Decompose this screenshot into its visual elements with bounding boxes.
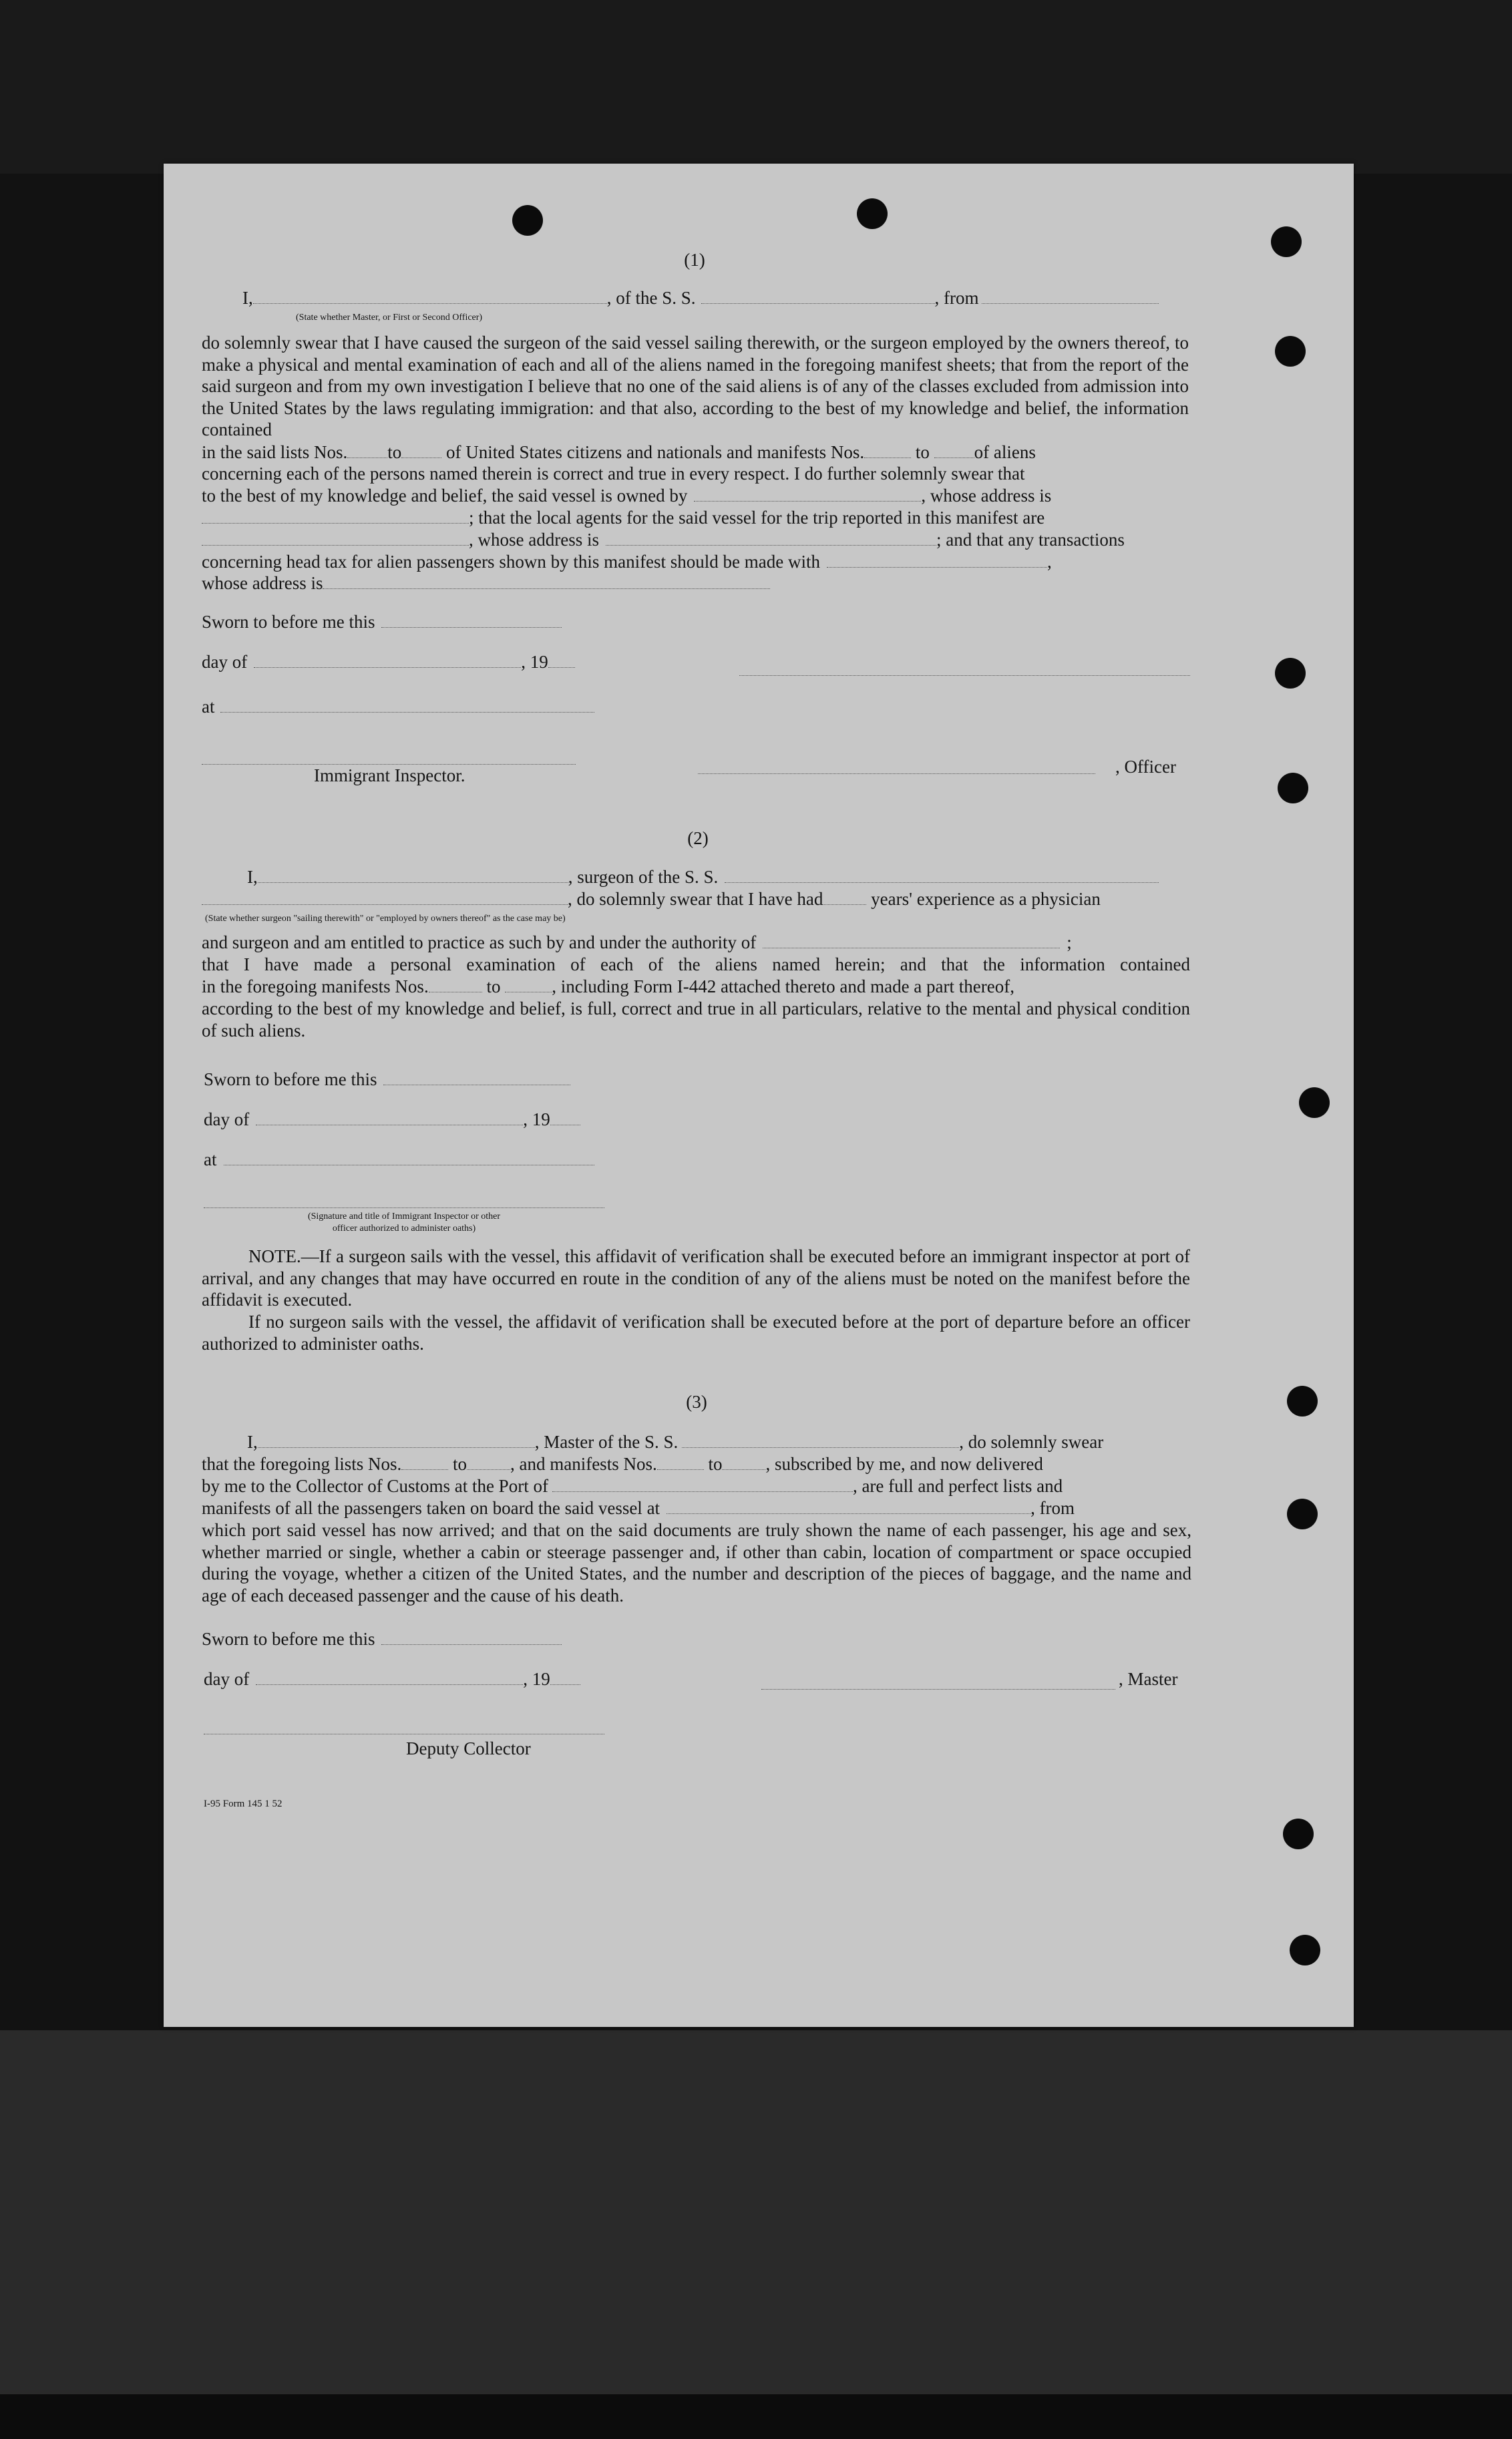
citizen-list-to-blank[interactable] <box>401 443 441 458</box>
agents-blank[interactable] <box>202 530 469 546</box>
year-blank[interactable] <box>550 1670 580 1685</box>
master-name-blank[interactable] <box>258 1433 535 1448</box>
section-3-body: which port said vessel has now arrived; and that on the said documents are truly shown the name of each passenger, his age and sex, whether married or single, whether a cabin or steerage passenger and, if other than cabin, location of compartment or space occupied during the voyage, whether a citizen of the United States, and the number and description of the pieces of baggage, and the name and age of each deceased passenger and the cause of his death. <box>202 1520 1191 1606</box>
caption-surgeon-status: (State whether surgeon "sailing therewith" or "employed by owners thereof" as the case may be) <box>205 914 566 924</box>
vessel-name-blank[interactable] <box>682 1433 959 1448</box>
year-blank[interactable] <box>550 1110 580 1125</box>
punch-hole <box>1275 336 1306 367</box>
port-blank[interactable] <box>552 1477 853 1492</box>
section-1-day-of: day of , 19 <box>202 651 575 673</box>
lists-to-blank[interactable] <box>467 1455 510 1470</box>
punch-hole <box>1287 1386 1318 1417</box>
section-1-whose-address: whose address is <box>202 572 770 594</box>
punch-hole <box>1275 658 1306 689</box>
sworn-date-blank[interactable] <box>383 1070 570 1085</box>
section-2-body-1: that I have made a personal examination of each of the aliens named herein; and that the information contained <box>202 954 1190 974</box>
caption-master-officer: (State whether Master, or First or Second Officer) <box>296 313 483 323</box>
immigrant-inspector-label: Immigrant Inspector. <box>314 765 465 785</box>
section-1-agents: ; that the local agents for the said vessel for the trip reported in this manifest are <box>202 507 1045 528</box>
inspector-signature-line[interactable] <box>204 1207 604 1208</box>
section-1-owned-by: to the best of my knowledge and belief, the said vessel is owned by , whose address is <box>202 486 1052 506</box>
section-1-list-numbers: in the said lists Nos. to of United States citizens and nationals and manifests Nos. to of aliens <box>202 442 1036 462</box>
lists-from-blank[interactable] <box>401 1455 448 1470</box>
section-1-sworn: Sworn to before me this <box>202 611 562 632</box>
owner-blank[interactable] <box>694 486 921 502</box>
head-tax-party-blank[interactable] <box>827 552 1047 568</box>
section-3-sworn: Sworn to before me this <box>202 1628 562 1650</box>
form-number: I-95 Form 145 1 52 <box>204 1799 282 1809</box>
deputy-collector-label: Deputy Collector <box>406 1738 531 1758</box>
authority-blank[interactable] <box>763 933 1060 948</box>
section-1-line-1: I, , of the S. S. , from <box>242 287 1159 309</box>
section-1-at: at <box>202 696 594 717</box>
manifests-to-blank[interactable] <box>722 1455 765 1470</box>
surgeon-vessel-blank[interactable] <box>725 868 1159 883</box>
punch-hole <box>1283 1819 1314 1849</box>
section-2-line-2: , do solemnly swear that I have had years' experience as a physician <box>202 888 1101 910</box>
section-3-board: manifests of all the passengers taken on board the said vessel at , from <box>202 1498 1075 1518</box>
section-1-body-2: concerning each of the persons named therein is correct and true in every respect. I do further solemnly swear that <box>202 463 1025 484</box>
punch-hole <box>512 205 543 236</box>
sworn-date-blank[interactable] <box>381 612 562 628</box>
section-1-agents-address: , whose address is ; and that any transactions <box>202 529 1125 550</box>
surgeon-name-blank[interactable] <box>258 868 568 883</box>
signature-line[interactable] <box>739 675 1190 676</box>
manifest-affidavit-page <box>164 164 1354 2027</box>
section-3-lists: that the foregoing lists Nos. to , and manifests Nos. to , subscribed by me, and now delivered <box>202 1454 1043 1474</box>
from-port-blank[interactable] <box>982 289 1159 304</box>
scan-background-bottom <box>0 2030 1512 2439</box>
year-blank[interactable] <box>548 652 575 668</box>
officer-signature-line[interactable] <box>698 773 1095 774</box>
section-1-number: (1) <box>684 250 705 270</box>
agents-address-blank[interactable] <box>606 530 936 546</box>
section-3-number: (3) <box>686 1392 707 1412</box>
manifests-from-blank[interactable] <box>657 1455 704 1470</box>
surgeon-manifest-from-blank[interactable] <box>429 977 482 992</box>
signature-caption-line-2: officer authorized to administer oaths) <box>332 1224 476 1234</box>
officer-label: , Officer <box>1115 757 1176 777</box>
punch-hole <box>1271 226 1302 257</box>
punch-hole <box>1290 1935 1320 1965</box>
scan-background-band <box>0 2394 1512 2439</box>
scan-background-top <box>0 0 1512 174</box>
head-tax-address-blank[interactable] <box>323 574 770 589</box>
years-experience-blank[interactable] <box>823 890 866 905</box>
section-2-day-of: day of , 19 <box>204 1109 580 1130</box>
note-paragraph-1: NOTE.—If a surgeon sails with the vessel, this affidavit of verification shall be executed before an immigrant inspector at port of arrival, and any changes that may have occurred en route in the condition of any of the aliens must be noted on the manifest before the affidavit is executed. <box>202 1246 1190 1310</box>
section-2-sworn: Sworn to before me this <box>204 1069 570 1090</box>
section-1-body-1: do solemnly swear that I have caused the surgeon of the said vessel sailing therewith, or the surgeon employed by the owners thereof, to make a physical and mental examination of each and all of the aliens named in the foregoing manifest sheets; that from the report of the said surgeon and from my own investigation I believe that no one of the said aliens is of any of the classes excluded from admission into the United States by the laws regulating immigration: and that also, according to the best of my knowledge and belief, the information contained <box>202 333 1189 440</box>
section-2-at: at <box>204 1149 594 1170</box>
section-2-body-2: according to the best of my knowledge and belief, is full, correct and true in all particulars, relative to the mental and physical condition of such aliens. <box>202 998 1190 1041</box>
deputy-collector-signature-line[interactable] <box>204 1733 604 1734</box>
section-2-manifest-numbers: in the foregoing manifests Nos. to , including Form I-442 attached thereto and made a part thereof, <box>202 976 1014 996</box>
at-place-blank[interactable] <box>224 1150 594 1165</box>
day-of-blank[interactable] <box>256 1110 523 1125</box>
section-3-port: by me to the Collector of Customs at the Port of , are full and perfect lists and <box>202 1476 1063 1496</box>
alien-manifest-from-blank[interactable] <box>864 443 911 458</box>
punch-hole <box>1278 773 1308 803</box>
note-paragraph-2: If no surgeon sails with the vessel, the affidavit of verification shall be executed before at the port of departure before an officer authorized to administer oaths. <box>202 1312 1190 1354</box>
master-signature-line[interactable] <box>761 1688 1115 1690</box>
section-2-number: (2) <box>687 828 709 848</box>
alien-manifest-to-blank[interactable] <box>934 443 974 458</box>
day-of-blank[interactable] <box>254 652 521 668</box>
punch-hole <box>1299 1087 1330 1118</box>
master-name-blank[interactable] <box>253 289 607 304</box>
punch-hole <box>857 198 888 229</box>
day-of-blank[interactable] <box>256 1670 523 1685</box>
vessel-name-blank[interactable] <box>701 289 935 304</box>
at-place-blank[interactable] <box>220 697 594 713</box>
section-2-line-1: I, , surgeon of the S. S. <box>247 866 1159 888</box>
section-3-day-of: day of , 19 <box>204 1668 580 1690</box>
section-1-head-tax: concerning head tax for alien passengers shown by this manifest should be made with , <box>202 552 1052 572</box>
boarding-port-blank[interactable] <box>667 1499 1030 1514</box>
sworn-date-blank[interactable] <box>381 1630 562 1645</box>
punch-hole <box>1287 1499 1318 1529</box>
section-3-line-1: I, , Master of the S. S. , do solemnly swear <box>247 1432 1104 1452</box>
surgeon-status-blank[interactable] <box>202 890 568 905</box>
section-2-authority: and surgeon and am entitled to practice as such by and under the authority of ; <box>202 932 1072 952</box>
citizen-list-from-blank[interactable] <box>347 443 387 458</box>
surgeon-manifest-to-blank[interactable] <box>505 977 552 992</box>
owner-address-blank[interactable] <box>202 508 469 524</box>
signature-caption-line-1: (Signature and title of Immigrant Inspector or other <box>307 1211 501 1222</box>
master-label: , Master <box>1119 1669 1178 1689</box>
